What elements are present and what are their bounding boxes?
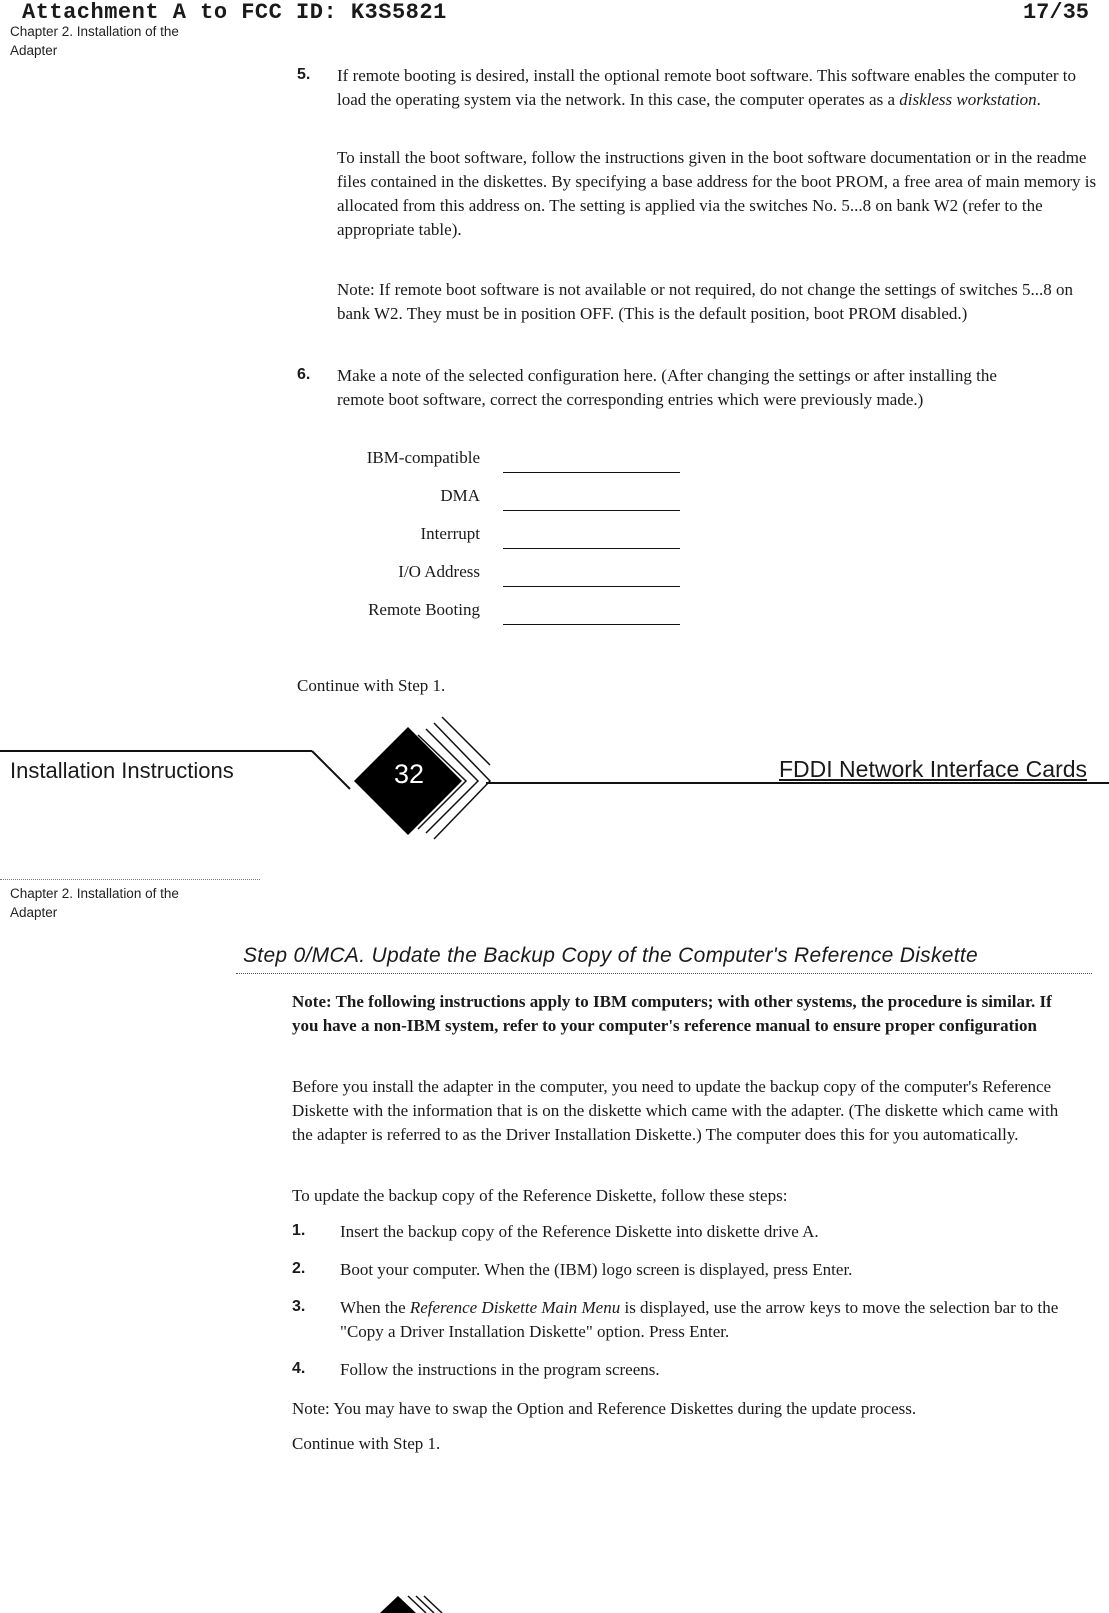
- config-field-interrupt: [300, 524, 680, 562]
- step3-text-italic: Reference Diskette Main Menu: [409, 1298, 621, 1317]
- step0-step3-number: 3.: [292, 1298, 306, 1315]
- step0-step1-number: 1.: [292, 1222, 306, 1239]
- step5-paragraph1: [337, 64, 1097, 112]
- continue-step1-bottom: Continue with Step 1.: [292, 1434, 441, 1453]
- footer-right-title: FDDI Network Interface Cards: [779, 756, 1088, 782]
- config-field-remote-booting: [300, 600, 680, 638]
- step0-paragraph2: To update the backup copy of the Reference Diskette, follow these steps:: [292, 1186, 788, 1205]
- step3-text-before: When the: [340, 1298, 410, 1317]
- partial-badge-icon: [370, 1594, 450, 1613]
- config-label: Remote Booting: [368, 600, 480, 619]
- chapter-label-line1: Chapter 2. Installation of the: [10, 24, 179, 39]
- config-label: DMA: [440, 486, 480, 505]
- step5-note: Note: If remote boot software is not available or not required, do not change the settings of switches 5...8 on bank W2. They must be in position OFF. (This is the default position, boot PROM disabled.): [337, 280, 1074, 323]
- config-blank-line[interactable]: [503, 586, 680, 587]
- footer-left-title: Installation Instructions: [10, 758, 234, 783]
- config-field-io-address: [300, 562, 680, 600]
- step0-paragraph1: Before you install the adapter in the computer, you need to update the backup copy of the computer's Reference Diskette with the information that is on the diskette which came with the adapter. (The diskette which came with the adapter is referred to as the Driver Installation Diskette.) The computer does this for you automatically.: [292, 1077, 1059, 1144]
- step5-p1-before: If remote booting is desired, install the optional remote boot software. This software enables the computer to load the operating system via the network. In this case, the computer operates as a: [337, 66, 1076, 109]
- step0-note: Note: You may have to swap the Option and Reference Diskettes during the update process.: [292, 1399, 917, 1418]
- step0-step4-text: Follow the instructions in the program screens.: [340, 1360, 660, 1379]
- chapter-label-bottom: [10, 884, 240, 922]
- step0-step4-number: 4.: [292, 1360, 306, 1377]
- step0-title: Step 0/MCA. Update the Backup Copy of the Computer's Reference Diskette: [243, 944, 979, 967]
- config-label: Interrupt: [420, 524, 480, 543]
- config-label: I/O Address: [398, 562, 480, 581]
- attachment-header: Attachment A to FCC ID: K3S5821: [22, 0, 447, 25]
- step0-step2-number: 2.: [292, 1260, 306, 1277]
- step5-p1-after: .: [1036, 90, 1041, 109]
- chapter-dotted-rule: [0, 879, 260, 880]
- page-number-badge: 32: [393, 759, 425, 789]
- step5-p1-italic: diskless workstation: [899, 90, 1037, 109]
- chapter-label-line2: Adapter: [10, 43, 58, 58]
- page-of-header: 17/35: [1022, 0, 1089, 25]
- continue-step1-top: Continue with Step 1.: [297, 676, 446, 695]
- chapter-label-line2: Adapter: [10, 905, 58, 920]
- chapter-label-top: [10, 22, 240, 60]
- config-blank-line[interactable]: [503, 548, 680, 549]
- chapter-label-line1: Chapter 2. Installation of the: [10, 886, 179, 901]
- step5-paragraph2: To install the boot software, follow the instructions given in the boot software documentation or in the readme files contained in the diskettes. By specifying a base address for the boot PROM, a free area of main memory is allocated from this address on. The setting is applied via the switches No. 5...8 on bank W2 (refer to the appropriate table).: [337, 148, 1097, 239]
- config-blank-line[interactable]: [503, 510, 680, 511]
- step0-step2-text: Boot your computer. When the (IBM) logo screen is displayed, press Enter.: [340, 1260, 853, 1279]
- step3-text-after: is displayed, use the arrow keys to move the selection bar to the "Copy a Driver Installation Diskette" option. Press Enter.: [340, 1298, 1059, 1341]
- step6-number: 6.: [297, 366, 311, 383]
- step0-title-rule: [236, 973, 1092, 974]
- config-field-dma: [300, 486, 680, 524]
- footer-left-slant: [312, 751, 350, 789]
- step0-step1-text: Insert the backup copy of the Reference Diskette into diskette drive A.: [340, 1222, 819, 1241]
- step0-step3-text: [340, 1296, 1080, 1344]
- config-field-ibm-compatible: [300, 448, 680, 486]
- config-blank-line[interactable]: [503, 624, 680, 625]
- step5-number: 5.: [297, 66, 311, 83]
- step0-bold-note: Note: The following instructions apply to IBM computers; with other systems, the procedure is similar. If you have a non-IBM system, refer to your computer's reference manual to ensure proper configuration: [292, 992, 1052, 1035]
- config-blank-line[interactable]: [503, 472, 680, 473]
- config-label: IBM-compatible: [366, 448, 480, 467]
- step6-text: Make a note of the selected configuration here. (After changing the settings or after installing the remote boot software, correct the corresponding entries which were previously made.): [337, 366, 997, 409]
